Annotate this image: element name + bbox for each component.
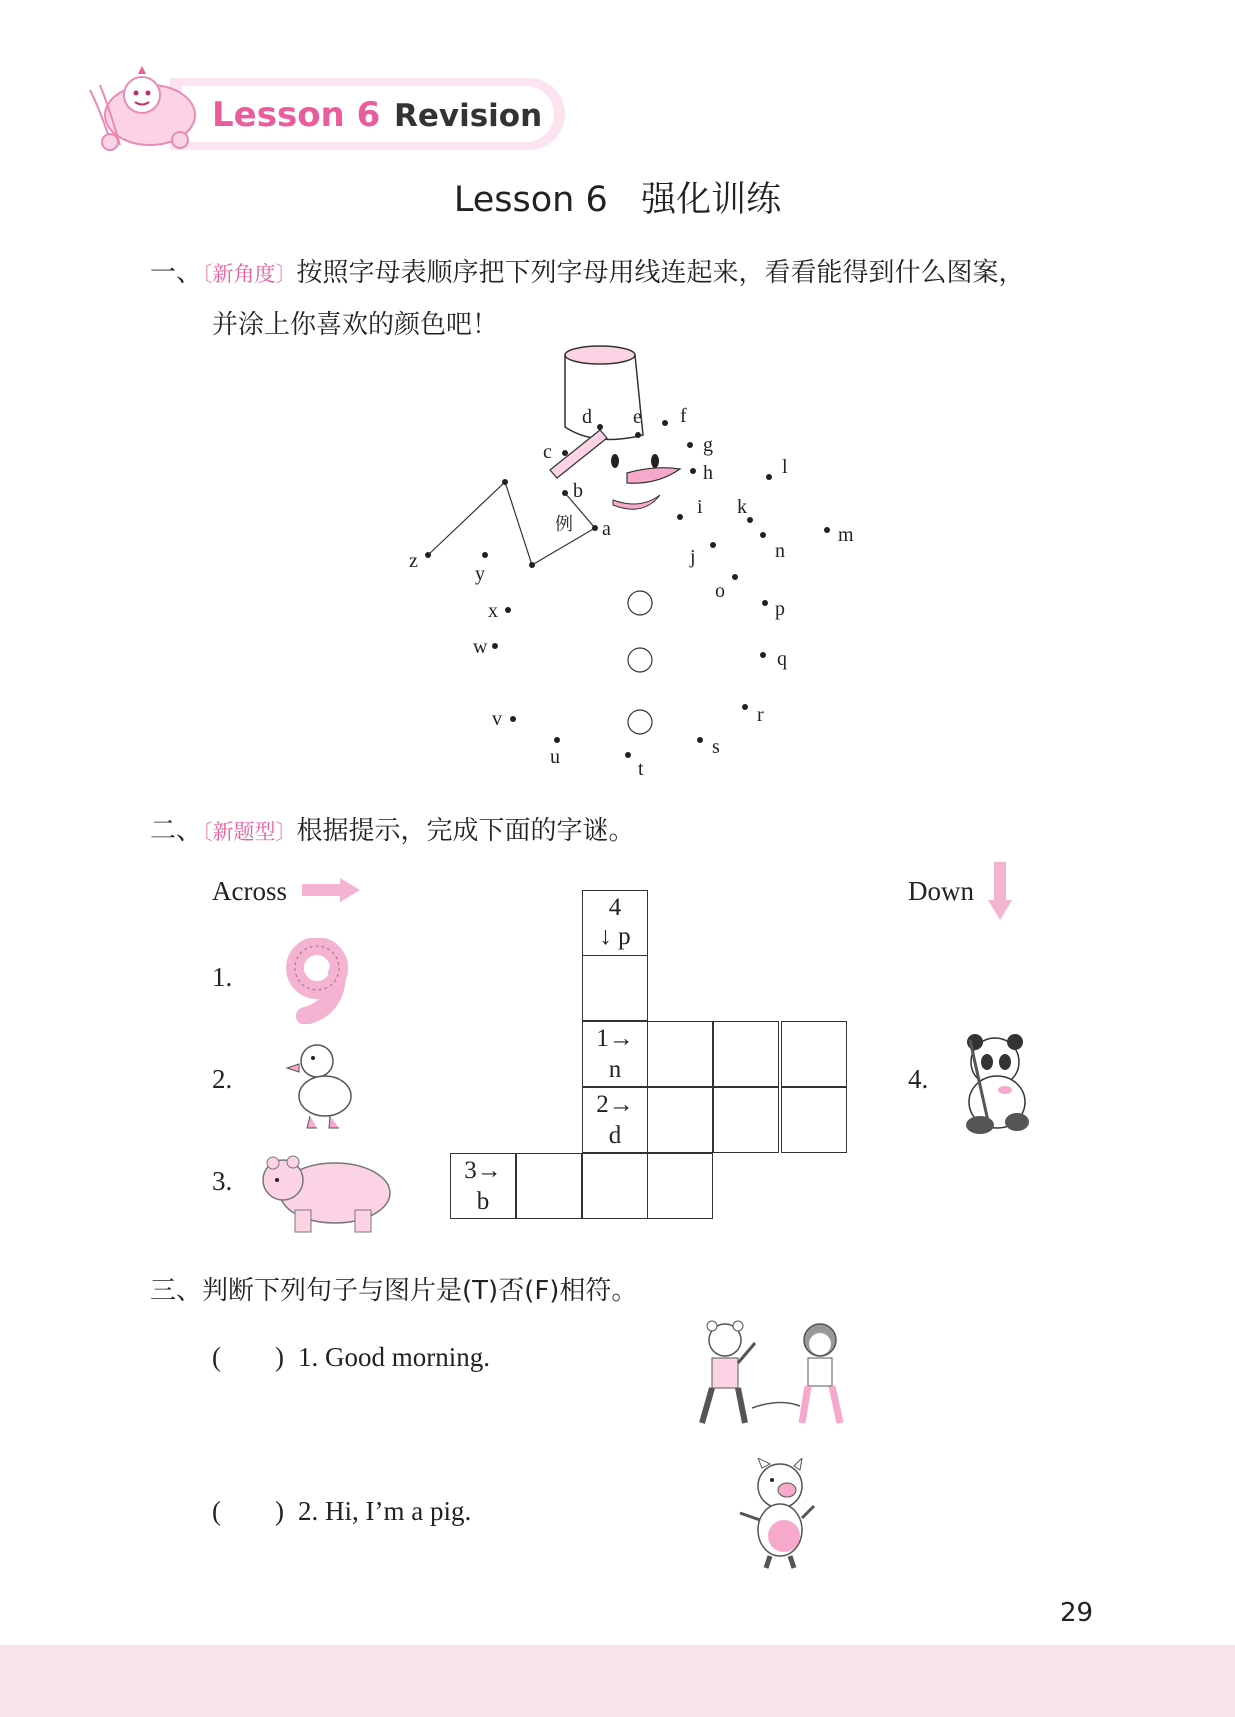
nine-digit-picture [275, 938, 355, 1024]
svg-text:y: y [475, 563, 485, 585]
svg-text:o: o [715, 580, 725, 602]
svg-text:e: e [633, 406, 642, 428]
bear-picture [255, 1148, 395, 1236]
svg-text:q: q [777, 648, 787, 670]
duck-picture [285, 1036, 360, 1132]
section2-text: 根据提示，完成下面的字谜。 [296, 816, 635, 846]
svg-text:a: a [602, 518, 611, 540]
page-title: Lesson 6 强化训练 [453, 180, 782, 220]
crossword-cell[interactable] [582, 1153, 648, 1219]
crossword-cell[interactable] [781, 1021, 847, 1087]
cell-3-letter: b [476, 1188, 490, 1215]
header-lesson: Lesson 6 [212, 95, 381, 135]
cell-1-letter: n [608, 1056, 622, 1083]
svg-text:s: s [712, 736, 720, 758]
svg-text:r: r [757, 704, 764, 726]
section2-tag: 〔新题型〕 [202, 820, 297, 844]
section2-question [150, 810, 635, 847]
svg-text:j: j [690, 546, 696, 568]
svg-text:g: g [703, 434, 713, 456]
cell-4-letter: ↓ p [599, 923, 631, 950]
crossword-cell[interactable] [647, 1021, 713, 1087]
crossword-cell[interactable] [647, 1153, 713, 1219]
svg-text:f: f [680, 405, 687, 427]
svg-text:d: d [582, 406, 592, 428]
svg-text:k: k [737, 496, 747, 518]
svg-text:p: p [775, 598, 785, 620]
svg-text:z: z [409, 550, 418, 572]
cell-2-number: 2→ [596, 1091, 634, 1118]
crossword-cell[interactable] [647, 1087, 713, 1153]
crossword-cell[interactable] [516, 1153, 582, 1219]
section1-tag: 〔新角度〕 [202, 262, 297, 286]
crossword-cell[interactable] [713, 1087, 779, 1153]
section3-text: 判断下列句子与图片是(T)否(F)相符。 [202, 1276, 638, 1306]
clue-2-number: 2. [212, 1064, 233, 1094]
pig-picture [732, 1458, 822, 1570]
section2-number: 二、 [150, 816, 203, 846]
cell-2-letter: d [608, 1122, 622, 1149]
crossword-cell[interactable] [582, 955, 648, 1021]
sentence-1: 1. Good morning. [298, 1342, 490, 1372]
svg-text:l: l [782, 456, 788, 478]
across-label: Across [212, 876, 287, 906]
page-number: 29 [1060, 1598, 1094, 1628]
dot-to-dot-snowman [395, 345, 875, 785]
sentence-2: 2. Hi, I’m a pig. [298, 1496, 472, 1526]
svg-text:m: m [838, 524, 854, 546]
section1-line2: 并涂上你喜欢的颜色吧！ [212, 310, 499, 340]
section3-question [150, 1270, 637, 1307]
header-revision: Revision [394, 98, 543, 134]
panda-picture [945, 1030, 1035, 1140]
section1-line1: 按照字母表顺序把下列字母用线连起来，看看能得到什么图案， [296, 258, 1025, 288]
clue-4-number: 4. [908, 1064, 929, 1094]
answer-paren-2[interactable]: ( ) [212, 1496, 284, 1526]
cell-3-number: 3→ [464, 1157, 502, 1184]
carrot-nose [627, 468, 680, 484]
svg-text:c: c [543, 441, 552, 463]
svg-text:h: h [703, 462, 713, 484]
svg-text:i: i [697, 496, 703, 518]
svg-text:x: x [488, 600, 498, 622]
svg-text:u: u [550, 746, 560, 768]
svg-text:w: w [473, 636, 488, 658]
bottom-band [0, 1645, 1235, 1717]
clue-1-number: 1. [212, 962, 233, 992]
kids-greeting-picture [690, 1318, 855, 1438]
section1-number: 一、 [150, 258, 203, 288]
example-label: 例 [555, 514, 573, 535]
cell-4-number: 4 [608, 894, 622, 921]
svg-text:b: b [573, 480, 583, 502]
arrow-down-icon [986, 860, 1014, 922]
svg-text:n: n [775, 540, 785, 562]
down-label: Down [908, 876, 974, 906]
section1-question [150, 252, 1025, 289]
mascot-illustration [80, 60, 210, 155]
section3-number: 三、 [150, 1276, 203, 1306]
crossword-cell[interactable] [781, 1087, 847, 1153]
answer-paren-1[interactable]: ( ) [212, 1342, 284, 1372]
svg-text:t: t [638, 758, 644, 780]
crossword-cell[interactable] [713, 1021, 779, 1087]
arrow-right-icon [300, 876, 362, 904]
svg-text:v: v [492, 708, 502, 730]
clue-3-number: 3. [212, 1166, 233, 1196]
cell-1-number: 1→ [596, 1025, 634, 1052]
